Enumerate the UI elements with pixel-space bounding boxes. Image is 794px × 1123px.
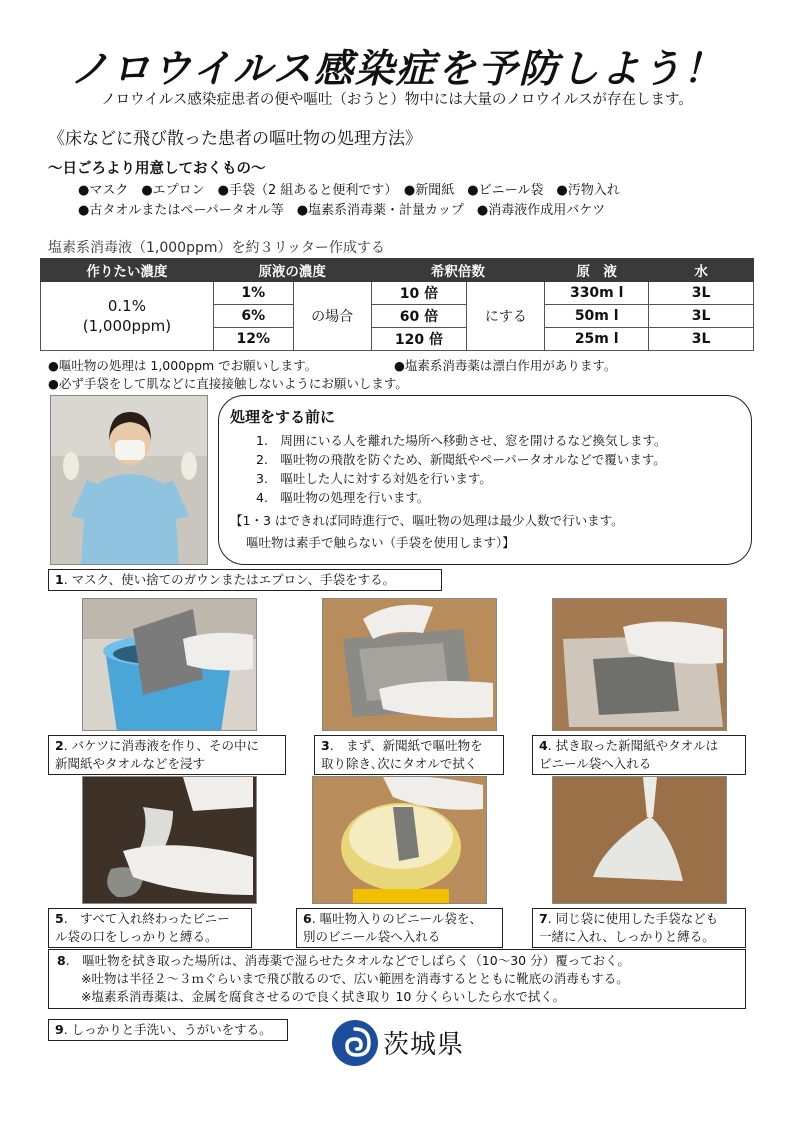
step-8-line-3: ※塩素系消毒薬は、金属を腐食させるので良く拭き取り 10 分くらいしたら水で拭く。 — [81, 989, 566, 1004]
step-number: 3 — [321, 738, 330, 753]
before-item-4: 4. 嘔吐物の処理を行います。 — [256, 490, 430, 505]
step-8-caption — [48, 949, 746, 1009]
tie-bag-photo — [82, 776, 257, 904]
bag-photo — [552, 598, 727, 731]
step-number: 7 — [539, 911, 548, 926]
step-1-caption — [48, 569, 442, 591]
step-text: . 同じ袋に使用した手袋なども — [547, 911, 719, 926]
step-text: 取り除き､次にタオルで拭く — [321, 756, 478, 771]
before-processing-title: 処理をする前に — [230, 408, 336, 426]
step-text: . 嘔吐物を拭き取った場所は、消毒薬で湿らせたタオルなどでしばらく（10～30 分）覆っておく。 — [65, 953, 630, 968]
stock-cell: 50m l — [545, 305, 649, 328]
target-cell — [41, 282, 214, 351]
newspaper-photo — [322, 598, 497, 731]
factor-cell: 60 倍 — [371, 305, 467, 328]
target-concentration: 0.1% — [107, 297, 146, 315]
step-text: . バケツに消毒液を作り、その中に — [63, 738, 260, 753]
header-target: 作りたい濃度 — [41, 259, 214, 282]
before-note-2: 嘔吐物は素手で触らない（手袋を使用します）】 — [246, 535, 515, 550]
before-note-1: 【1・3 はできれば同時進行で、嘔吐物の処理は最少人数で行います。 — [230, 513, 624, 528]
step-text: ビニール袋へ入れる — [539, 756, 652, 771]
step-2-caption — [48, 735, 286, 775]
stock-conc-cell: 6% — [213, 305, 293, 328]
water-cell: 3L — [649, 305, 754, 328]
ibaraki-logo-icon — [331, 1019, 379, 1067]
before-item-1: 1. 周囲にいる人を離れた場所へ移動させ、窓を開けるなど換気します。 — [256, 433, 667, 448]
step-text: 新聞紙やタオルなどを浸す — [55, 756, 206, 771]
preparation-list-1: ●マスク ●エプロン ●手袋（2 組あると便利です） ●新聞紙 ●ビニール袋 ●汚物入れ — [78, 183, 620, 198]
table-row — [41, 282, 754, 305]
before-item-3: 3. 嘔吐した人に対する対処を行います。 — [256, 471, 492, 486]
note-1000ppm: ●嘔吐物の処理は 1,000ppm でお願いします。 — [48, 358, 318, 373]
step-4-caption — [532, 735, 746, 775]
make-label: にする — [467, 282, 545, 351]
step-text: . まず、新聞紙で嘔吐物を — [329, 738, 483, 753]
page-subtitle: ノロウイルス感染症患者の便や嘔吐（おうと）物中には大量のノロウイルスが存在します。 — [101, 92, 693, 108]
note-gloves: ●必ず手袋をして肌などに直接接触しないようにお願いします。 — [48, 376, 408, 391]
step-8-line-2: ※吐物は半径２～３ｍぐらいまで飛び散るので、広い範囲を消毒するとともに靴底の消毒もする。 — [81, 971, 629, 986]
note-bleach: ●塩素系消毒薬は漂白作用があります。 — [394, 358, 617, 373]
step-number: 2 — [55, 738, 64, 753]
step-number: 4 — [539, 738, 548, 753]
step-7-caption — [532, 908, 746, 948]
dilution-caption: 塩素系消毒液（1,000ppm）を約３リッター作成する — [48, 240, 385, 256]
header-stock-conc: 原液の濃度 — [213, 259, 371, 282]
before-item-2: 2. 嘔吐物の飛散を防ぐため、新聞紙やペーパータオルなどで覆います。 — [256, 452, 666, 467]
header-factor: 希釈倍数 — [371, 259, 545, 282]
step-9-caption — [48, 1019, 288, 1041]
preparation-list-2: ●古タオルまたはペーパータオル等 ●塩素系消毒薬・計量カップ ●消毒液作成用バケツ — [78, 203, 606, 218]
step-text: . 拭き取った新聞紙やタオルは — [547, 738, 719, 753]
step-number: 9 — [55, 1022, 64, 1037]
factor-cell: 120 倍 — [371, 328, 467, 351]
ibaraki-logo-text: 茨城県 — [383, 1030, 465, 1060]
step-text: 別のビニール袋へ入れる — [303, 929, 441, 944]
stock-cell: 25m l — [545, 328, 649, 351]
step-text: . しっかりと手洗い、うがいをする。 — [63, 1022, 272, 1037]
factor-cell: 10 倍 — [371, 282, 467, 305]
stock-conc-cell: 12% — [213, 328, 293, 351]
step-number: 8 — [57, 953, 66, 968]
case-label: の場合 — [293, 282, 371, 351]
water-cell: 3L — [649, 328, 754, 351]
step-3-caption — [314, 735, 504, 775]
double-bag-photo — [312, 776, 487, 904]
step-text: . マスク、使い捨てのガウンまたはエプロン、手袋をする。 — [63, 572, 396, 587]
tied-bag-photo — [552, 776, 727, 904]
step-text: 一緒に入れ、しっかりと縛る。 — [539, 929, 715, 944]
step-text: . すべて入れ終わったビニー — [63, 911, 230, 926]
step-number: 1 — [55, 572, 64, 587]
step-number: 6 — [303, 911, 312, 926]
preparation-heading: ～日ごろより用意しておくもの～ — [48, 161, 266, 177]
step-6-caption — [296, 908, 503, 948]
step-number: 5 — [55, 911, 64, 926]
header-stock: 原 液 — [545, 259, 649, 282]
method-title: 《床などに飛び散った患者の嘔吐物の処理方法》 — [48, 129, 422, 149]
dilution-table — [40, 258, 754, 351]
stock-conc-cell: 1% — [213, 282, 293, 305]
stock-cell: 330m l — [545, 282, 649, 305]
header-water: 水 — [649, 259, 754, 282]
person-photo — [50, 395, 208, 565]
table-header-row — [41, 259, 754, 282]
target-ppm: (1,000ppm) — [82, 317, 172, 335]
step-text: ル袋の口をしっかりと縛る。 — [55, 929, 218, 944]
step-5-caption — [48, 908, 252, 948]
bucket-photo — [82, 598, 257, 731]
step-text: . 嘔吐物入りのビニール袋を、 — [311, 911, 482, 926]
page-title: ノロウイルス感染症を予防しよう！ — [70, 47, 724, 92]
water-cell: 3L — [649, 282, 754, 305]
step-8-line-1 — [57, 952, 737, 970]
